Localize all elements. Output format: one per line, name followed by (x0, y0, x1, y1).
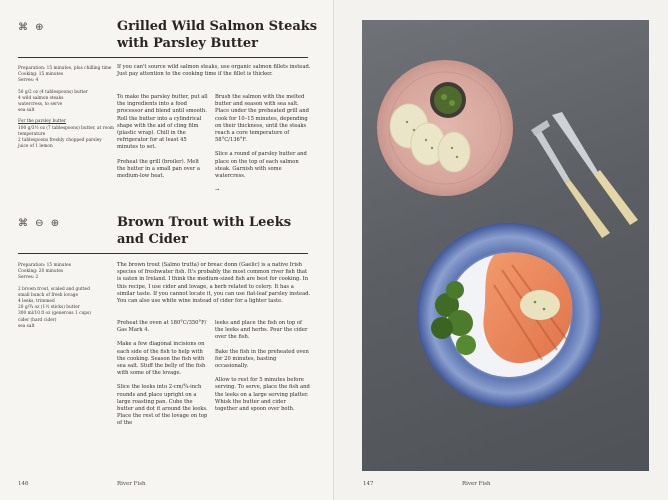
recipe2-ingredient: cider (hard cider) (18, 317, 57, 323)
herb-bowl (430, 82, 466, 118)
recipe1-info-line: Serves: 4 (18, 78, 39, 84)
method-paragraph: Slice a round of parsley butter and place on the top of each salmon steak. Garnish with some watercress. (215, 151, 307, 180)
recipe2-info-line: Preparation: 15 minutes (18, 263, 71, 268)
recipe2-intro: The brown trout (Salmo trutta) or breac donn (Gaelic) is a native Irish species of freshwater fish. It's probably the most common river fish that is eaten in Ireland. I think the medium-sized fish are best for cooking. In this recipe, I use cider and lovage, a herb related to celery. It has a similar taste. If you cannot locate it, you can use flat-leaf parsley instead. You can also use white wine instead of cider for a lighter taste. (117, 262, 311, 305)
recipe1-ingredient: 50 g/2 oz (4 tablespoons) butter (18, 89, 88, 95)
recipe2-divider (18, 253, 308, 254)
recipe2-title (117, 214, 291, 248)
knife (552, 112, 638, 225)
parsley-ingredient: juice of 1 lemon (18, 144, 53, 150)
recipe1-ingredient: 4 wild salmon steaks (18, 95, 64, 101)
method-paragraph: To make the parsley butter, put all the ingredients into a food processor and blend until smooth. Roll the butter into a cylindrical shape with the aid of cling film (plastic wrap). Chill in the refrigerator for at least 45 minutes to set. (117, 94, 208, 151)
section-name-left: River Fish (117, 481, 146, 487)
parsley-ingredient: 100 g/3½ oz (7 tablespoons) butter, at room (18, 125, 114, 131)
recipe1-ingredient: watercress, to serve (18, 102, 63, 108)
recipe2-sidebar (18, 263, 110, 330)
parsley-ingredient: 2 tablespoons freshly chopped parsley (18, 138, 102, 144)
page-number-right: 147 (363, 481, 374, 487)
recipe1-intro: If you can't source wild salmon steaks, use organic salmon fillets instead. Just pay attention to the cooking time if the fillet is thicker. (117, 64, 311, 78)
food-photo-illustration (362, 20, 649, 471)
parsley-butter-heading: For the parsley butter (18, 119, 67, 125)
recipe1-method-col2 (215, 94, 310, 201)
recipe2-method-col2 (215, 320, 310, 420)
recipe2-ingredient: 300 ml/10 fl oz (generous 1 cups) (18, 311, 91, 317)
recipe2-info-line: Serves: 2 (18, 275, 39, 281)
recipe2-ingredient: sea salt (18, 323, 35, 329)
method-paragraph: Brush the salmon with the melted butter and season with sea salt. Place under the preheated grill and cook for 10–15 minutes, depending on their thickness, until the steaks reach a core temperature of 58°C/136°F. (215, 94, 309, 144)
recipe2-method-col1 (117, 320, 209, 435)
recipe1-method-col1 (117, 94, 209, 187)
method-paragraph: leeks and place the fish on top of the leeks and herbs. Pour the cider over the fish. (215, 320, 308, 341)
continue-arrow: → (215, 187, 220, 194)
recipe1-ingredient: sea salt (18, 108, 35, 114)
recipe1-divider (18, 57, 308, 58)
method-paragraph: Preheat the grill (broiler). Melt the butter in a small pan over a medium-low heat. (117, 158, 200, 180)
parsley-ingredient: temperature (18, 131, 46, 137)
recipe1-title (117, 18, 317, 52)
recipe2-info-line: Cooking: 20 minutes (18, 269, 64, 275)
recipe2-symbol-icons: ⌘ ⊖ ⊕ (18, 218, 62, 229)
recipe2-title-line1: Brown Trout with Leeks (117, 215, 292, 230)
recipe2-ingredient: 20 g/¾ oz (1½ sticks) butter (18, 305, 80, 311)
recipe1-title-line2: with Parsley Butter (117, 36, 258, 51)
recipe2-ingredient: small bunch of fresh lovage (18, 292, 79, 298)
method-paragraph: Preheat the oven at 180°C/350°F/ Gas Mark 4. (117, 320, 207, 334)
recipe2-ingredient: 4 leeks, trimmed (18, 299, 55, 305)
method-paragraph: Allow to rest for 5 minutes before serving. To serve, place the fish and the leeks on a large serving platter. Whisk the butter and cider together and spoon over both. (215, 377, 310, 413)
method-paragraph: Slice the leeks into 2-cm/¾-inch rounds and place upright on a large roasting pan. Cube the butter and dot it around the leeks. Place the rest of the lovage on top of the (117, 384, 208, 427)
recipe1-symbol-icons: ⌘ ⊕ (18, 22, 46, 33)
method-paragraph: Make a few diagonal incisions on each side of the fish to help with the cooking. Season the fish with sea salt. Stuff the belly of the fish with some of the lovage. (117, 341, 206, 377)
section-name-right: River Fish (462, 481, 491, 487)
recipe2-ingredient: 2 brown trout, scaled and gutted (18, 286, 90, 292)
food-photograph (362, 20, 649, 471)
recipe1-info-line: Preparation: 15 minutes, plus chilling time (18, 66, 112, 71)
method-paragraph: Bake the fish in the preheated oven for 20 minutes, basting occasionally. (215, 348, 309, 370)
recipe1-sidebar (18, 66, 114, 150)
recipe1-title-line1: Grilled Wild Salmon Steaks (117, 19, 318, 34)
page-number-left: 146 (18, 481, 29, 487)
recipe1-info-line: Cooking: 15 minutes (18, 72, 64, 78)
recipe2-title-line2: and Cider (117, 232, 188, 247)
